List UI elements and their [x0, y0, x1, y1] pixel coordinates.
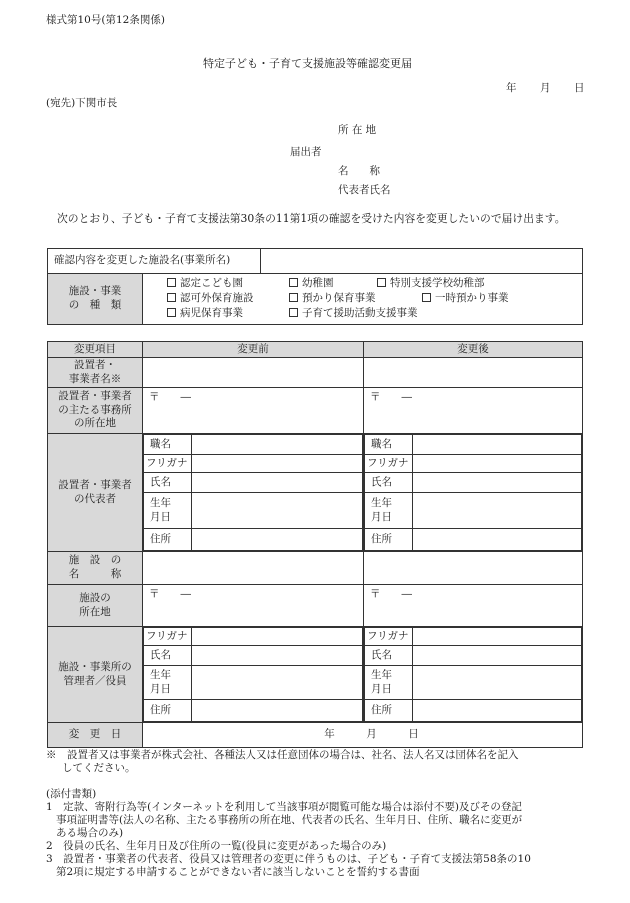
option-byoji-hoiku[interactable]: 病児保育事業	[167, 307, 243, 321]
facility-type-table	[47, 273, 583, 325]
form-number: 様式第10号(第12条関係)	[46, 14, 165, 26]
option-ninkagai-hoiku[interactable]: 認可外保育施設	[167, 292, 254, 306]
checkbox[interactable]	[422, 293, 431, 302]
facility-location-before[interactable]: 〒 ―	[143, 585, 364, 627]
option-youchien[interactable]: 幼稚園	[289, 277, 334, 291]
page-title: 特定子ども・子育て支援施設等確認変更届	[203, 57, 412, 70]
row-manager: 施設・事業所の 管理者／役員	[48, 627, 143, 723]
checkbox[interactable]	[167, 308, 176, 317]
attachments-heading: (添付書類)	[46, 788, 97, 800]
checkbox[interactable]	[289, 293, 298, 302]
facility-name-after[interactable]	[364, 552, 583, 585]
change-date-value[interactable]: 年 月 日	[143, 723, 583, 748]
attachment-item1-line3: ある場合のみ)	[56, 827, 124, 839]
row-change-date: 変 更 日	[48, 723, 143, 748]
manager-furigana-after[interactable]	[413, 628, 582, 646]
rep-furigana-after[interactable]	[413, 455, 582, 473]
manager-address-after[interactable]	[413, 700, 582, 722]
representative-label: 代表者氏名	[338, 184, 391, 196]
col-before-header: 変更前	[143, 342, 364, 358]
checkbox[interactable]	[167, 293, 176, 302]
rep-title-after[interactable]	[413, 435, 582, 455]
attachment-item3-line2: 第2項に規定する申請することができない者に該当しないことを誓約する書面	[56, 866, 420, 878]
rep-address-before[interactable]	[192, 529, 363, 551]
manager-address-before[interactable]	[192, 700, 363, 722]
rep-title-before[interactable]	[192, 435, 363, 455]
row-facility-name: 施 設 の 名 称	[48, 552, 143, 585]
attachment-item1-line2: 事項証明書等(法人の名称、主たる事務所の所在地、代表者の氏名、生年月日、住所、職名に変更が	[56, 814, 523, 826]
date-year-label: 年	[506, 82, 517, 94]
row-representative: 設置者・事業者 の代表者	[48, 434, 143, 552]
option-nintei-kodomoen[interactable]: 認定こども園	[167, 277, 243, 291]
col-after-header: 変更後	[364, 342, 583, 358]
date-month-label: 月	[540, 82, 551, 94]
facility-name-input[interactable]	[261, 249, 583, 274]
rep-furigana-before[interactable]	[192, 455, 363, 473]
manager-name-before[interactable]	[192, 646, 363, 666]
main-office-after[interactable]: 〒 ―	[364, 388, 583, 434]
option-tokubetsu-shien[interactable]: 特別支援学校幼稚部	[377, 277, 485, 291]
attachment-item3-line1: 3 設置者・事業者の代表者、役員又は管理者の変更に伴うものは、子ども・子育て支援法第58条の10	[46, 853, 531, 865]
manager-birth-before[interactable]	[192, 666, 363, 700]
date-day-label: 日	[574, 82, 585, 94]
checkbox[interactable]	[377, 278, 386, 287]
checkbox[interactable]	[289, 278, 298, 287]
representative-before: 職名 フリガナ 氏名 生年 月日 住所	[143, 434, 364, 552]
row-main-office: 設置者・事業者 の主たる事務所 の所在地	[48, 388, 143, 434]
facility-table	[47, 248, 583, 274]
intro-text: 次のとおり、子ども・子育て支援法第30条の11第1項の確認を受けた内容を変更したいので届け出ます。	[57, 212, 566, 225]
change-table	[47, 341, 583, 748]
row-operator-name: 設置者・ 事業者名※	[48, 358, 143, 388]
rep-name-after[interactable]	[413, 473, 582, 493]
footnote-line2: してください。	[62, 762, 136, 774]
operator-name-after[interactable]	[364, 358, 583, 388]
operator-name-before[interactable]	[143, 358, 364, 388]
manager-before: フリガナ 氏名 生年 月日 住所	[143, 627, 364, 723]
main-office-before[interactable]: 〒 ―	[143, 388, 364, 434]
manager-after: フリガナ 氏名 生年 月日 住所	[364, 627, 583, 723]
representative-after: 職名 フリガナ 氏名 生年 月日 住所	[364, 434, 583, 552]
address-label: 所 在 地	[338, 124, 377, 136]
rep-name-before[interactable]	[192, 473, 363, 493]
attachment-item1-line1: 1 定款、寄附行為等(インターネットを利用して当該事項が閲覧可能な場合は添付不要)及びその登記	[46, 801, 522, 813]
option-ichiji-azukari[interactable]: 一時預かり事業	[422, 292, 509, 306]
name-label: 名 称	[338, 165, 380, 177]
submitter-label: 届出者	[290, 146, 322, 158]
row-facility-location: 施設の 所在地	[48, 585, 143, 627]
checkbox[interactable]	[167, 278, 176, 287]
attachment-item2: 2 役員の氏名、生年月日及び住所の一覧(役員に変更があった場合のみ)	[46, 840, 387, 852]
rep-birth-before[interactable]	[192, 493, 363, 529]
manager-name-after[interactable]	[413, 646, 582, 666]
facility-type-options	[143, 274, 583, 325]
rep-birth-after[interactable]	[413, 493, 582, 529]
footnote-line1: ※ 設置者又は事業者が株式会社、各種法人又は任意団体の場合は、社名、法人名又は団体名を記入	[46, 749, 519, 761]
manager-furigana-before[interactable]	[192, 628, 363, 646]
rep-address-after[interactable]	[413, 529, 582, 551]
addressee: (宛先)下関市長	[46, 97, 118, 109]
checkbox[interactable]	[289, 308, 298, 317]
facility-name-label: 確認内容を変更した施設名(事業所名)	[48, 249, 261, 274]
option-kosodate-enjo[interactable]: 子育て援助活動支援事業	[289, 307, 418, 321]
facility-type-label: 施設・事業 の 種 類	[48, 274, 143, 325]
facility-location-after[interactable]: 〒 ―	[364, 585, 583, 627]
manager-birth-after[interactable]	[413, 666, 582, 700]
option-azukari-hoiku[interactable]: 預かり保育事業	[289, 292, 376, 306]
facility-name-before[interactable]	[143, 552, 364, 585]
col-item-header: 変更項目	[48, 342, 143, 358]
